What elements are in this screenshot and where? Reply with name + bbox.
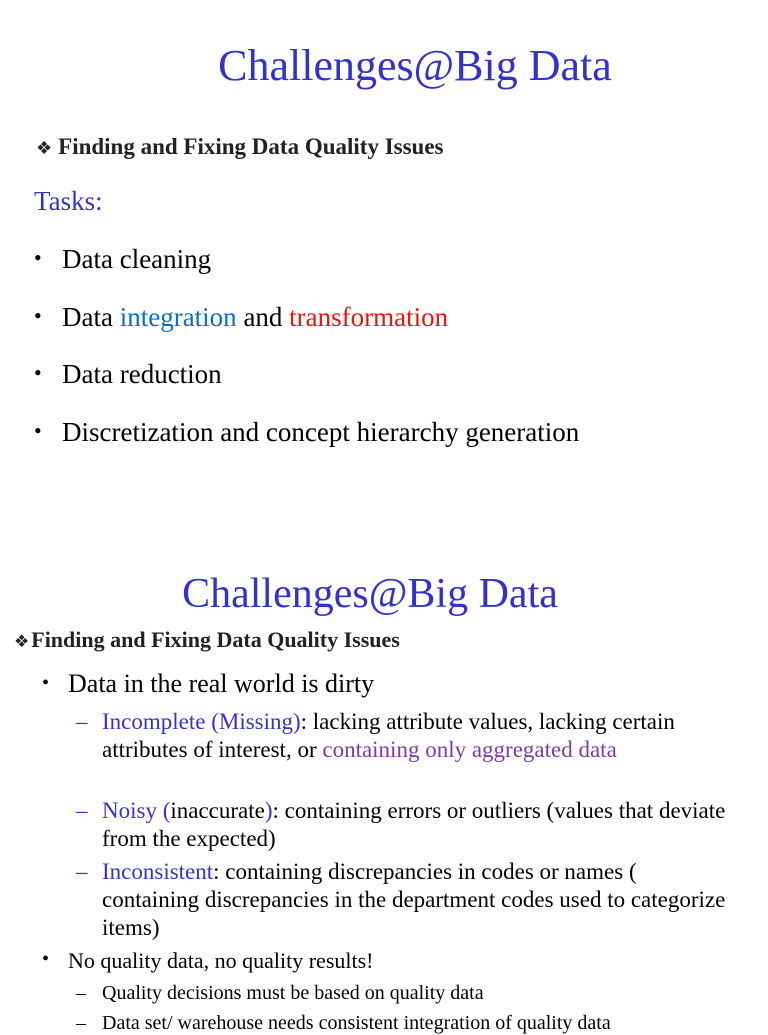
tasks-label: Tasks: <box>34 186 103 216</box>
bullet-icon: • <box>42 672 50 694</box>
noisy-paren: ) <box>264 798 273 823</box>
incomplete-text: : lacking attribute values, lacking certain attributes of interest, or <box>102 709 675 762</box>
inconsistent-label: Inconsistent <box>102 859 214 884</box>
quality-bullet <box>42 948 374 974</box>
dash-icon: – <box>76 859 88 884</box>
diamond-bullet-icon: ❖ <box>36 138 53 158</box>
aggregated-highlight: containing only aggregated data <box>322 737 617 762</box>
task-item-integration-transformation <box>34 302 448 333</box>
bullet-icon: • <box>42 948 50 970</box>
inconsistent-text: : containing discrepancies in codes or names ( containing discrepancies in the department codes used to categorize items) <box>102 859 726 940</box>
quality-bullet-text: No quality data, no quality results! <box>68 948 374 973</box>
dash-icon: – <box>76 982 86 1004</box>
dash-icon: – <box>76 709 88 734</box>
task-item-data-cleaning <box>34 244 211 275</box>
bullet-icon: • <box>34 418 42 443</box>
diamond-bullet-icon: ❖ <box>14 632 30 651</box>
quality-decisions-item <box>76 982 484 1005</box>
slide2-heading-text: Finding and Fixing Data Quality Issues <box>31 627 400 652</box>
quality-decisions-text: Quality decisions must be based on quality data <box>102 982 484 1004</box>
warehouse-text: Data set/ warehouse needs consistent integration of quality data <box>102 1012 611 1034</box>
noisy-label: Noisy ( <box>102 798 171 823</box>
task-item-data-reduction <box>34 359 222 390</box>
noisy-item <box>76 797 726 853</box>
task-item-discretization <box>34 417 579 448</box>
transformation-word: transformation <box>289 302 449 332</box>
dirty-data-bullet <box>42 669 374 699</box>
task-item-label: Data cleaning <box>62 244 212 274</box>
noisy-text: : containing errors or outliers (values that deviate from the expected) <box>102 798 726 851</box>
bullet-icon: • <box>34 245 42 270</box>
inconsistent-item <box>76 858 726 942</box>
dash-icon: – <box>76 798 88 823</box>
task-item-label: Data reduction <box>62 359 222 389</box>
slide1-heading-text: Finding and Fixing Data Quality Issues <box>58 134 444 159</box>
bullet-icon: • <box>34 303 42 328</box>
incomplete-label: Incomplete (Missing) <box>102 709 301 734</box>
task-item-label: Discretization and concept hierarchy generation <box>62 417 580 447</box>
task-item-label: Data <box>62 302 120 332</box>
dash-icon: – <box>76 1012 86 1034</box>
slide2-heading <box>14 627 400 653</box>
task-item-label: and <box>236 302 290 332</box>
incomplete-item <box>76 708 726 764</box>
noisy-inaccurate: inaccurate <box>170 798 265 823</box>
bullet-icon: • <box>34 360 42 385</box>
slide2-title: Challenges@Big Data <box>182 571 558 617</box>
dirty-data-text: Data in the real world is dirty <box>68 669 375 698</box>
slide1-title: Challenges@Big Data <box>218 41 612 90</box>
integration-word: integration <box>119 302 237 332</box>
slide1-heading <box>36 134 444 160</box>
